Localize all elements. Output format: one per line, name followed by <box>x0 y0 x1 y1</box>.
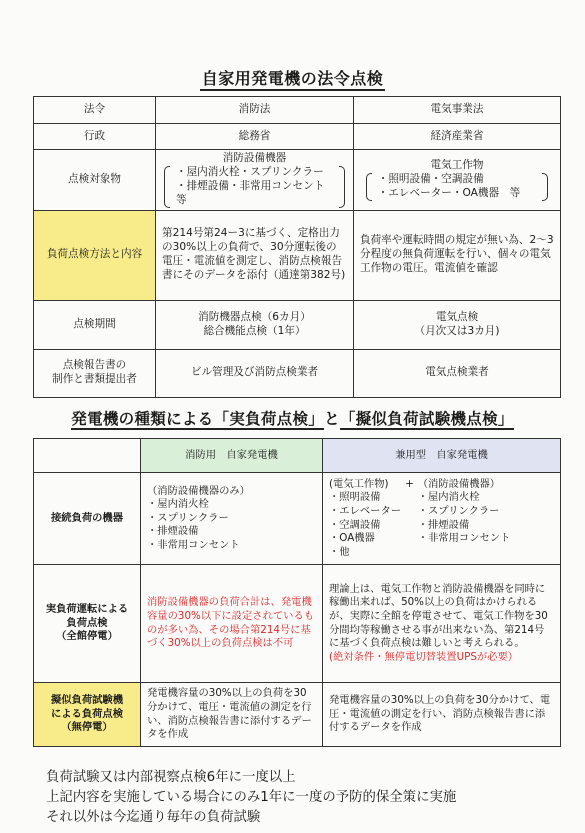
cell-period-electric <box>354 300 561 349</box>
list-line: ・排煙設備 <box>147 525 199 538</box>
category-title: 電気工作物 <box>430 158 484 171</box>
label-line: 実負荷運転による <box>45 603 129 616</box>
ups-requirement-note: (絶対条件・無停電切替装置UPSが必要） <box>329 650 519 663</box>
period-line: （月次又は3カ月) <box>414 324 500 337</box>
list-line: ・屋内消火栓・スプリンクラー <box>176 165 324 178</box>
header-shared-generator: 兼用型 自家発電機 <box>323 439 561 473</box>
fire-equipment-list: （消防設備機器） ・屋内消火栓 ・スプリンクラー ・排煙設備 ・非常用コンセント <box>417 477 511 545</box>
cell-period-fire <box>156 300 354 349</box>
table-row-header <box>34 439 561 473</box>
cell-method-fire: 第214号第24ー3に基づく、定格出力の30%以上の負荷で、30分運転後の電圧・電流値を測定し、消防点検報告書にそのデータを添付（通達第382号) <box>156 210 354 300</box>
label-line: （全館停電） <box>56 630 118 643</box>
row-label-report <box>34 349 156 397</box>
table-row-pseudo <box>34 683 561 747</box>
footer-line: それ以外は今迄通り毎年の負荷試験 <box>46 810 261 825</box>
label-line: 負荷点検 <box>66 616 108 629</box>
title-part: 「擬似負荷試験機点検」 <box>339 410 514 428</box>
footer-line: 負荷試験又は内部視察点検6年に一度以上 <box>46 770 296 785</box>
footer-line: 上記内容を実施している場合にのみ1年に一度の予防的保全策に実施 <box>46 790 457 805</box>
row-label-target: 点検対象物 <box>34 150 156 211</box>
table-row-actual <box>34 565 561 683</box>
period-line: 消防機器点検（6カ月） <box>198 310 311 323</box>
label-line: による負荷点検 <box>50 707 124 720</box>
electric-equipment-list: (電気工作物) ・照明設備 ・エレベーター ・空調設備 ・OA機器 ・他 <box>329 477 402 558</box>
section-title <box>0 407 585 429</box>
title-part: 「実負荷点検」 <box>213 410 325 428</box>
page-title: 自家用発電機の法令点検 <box>0 66 585 89</box>
cell-pseudo-shared: 発電機容量の30%以上の負荷を30分かけて、電圧・電流値の測定を行い、消防点検報告書に添付するデータを作成 <box>323 683 561 747</box>
list-line: ・エレベーター・OA機器 等 <box>377 186 521 199</box>
header-fire-generator: 消防用 自家発電機 <box>141 439 323 473</box>
cell-gov-1: 総務省 <box>156 124 354 150</box>
title-part: 発電機の種類による <box>71 410 214 428</box>
cell-report-fire: ビル管理及び消防点検業者 <box>156 349 354 397</box>
bracket-list <box>162 166 347 208</box>
title-part: と <box>324 410 340 428</box>
header-empty <box>34 439 141 473</box>
row-label-pseudo <box>34 683 141 747</box>
period-line: 総合機能点検（1年） <box>203 324 306 337</box>
category-title: 消防設備機器 <box>222 152 287 164</box>
row-label-period: 点検期間 <box>34 300 156 349</box>
footer-notes <box>46 768 456 828</box>
list-line: ・屋内消火栓 <box>147 498 209 511</box>
cell-actual-fire: 消防設備機器の負荷合計は、発電機容量の30%以下に設定されているものが多い為、その場合第214号に基づく30%以上の負荷点検は不可 <box>141 565 323 683</box>
period-line: 電気点検 <box>435 310 479 323</box>
cell-target-fire <box>156 150 354 211</box>
table-row-method <box>34 210 561 300</box>
actual-shared-text: 理論上は、電気工作物と消防設備機器を同時に稼働出来れば、50%以上の負荷はかけられるが、実際に全館を停電させて、電気工作物を30分間均等稼働させる事が出来ない為、第214号に基づく負荷点検は難しいと考えられる。 <box>329 582 548 650</box>
cell-pseudo-fire: 発電機容量の30%以上の負荷を30分かけて、電圧・電流値の測定を行い、消防点検報告書に添付するデータを作成 <box>141 683 323 747</box>
bracket-list <box>364 173 551 201</box>
legal-inspection-table <box>33 96 561 398</box>
cell-electric-law: 電気事業法 <box>354 97 561 124</box>
row-label-actual <box>34 565 141 683</box>
cell-gov-2: 経済産業省 <box>354 124 561 150</box>
row-label-method: 負荷点検方法と内容 <box>34 210 156 300</box>
table-row-period <box>34 300 561 349</box>
label-line: 制作と書類提出者 <box>52 373 137 386</box>
table-row-gov <box>34 124 561 150</box>
label-line: （無停電） <box>61 721 113 734</box>
label-line: 点検報告書の <box>62 359 127 372</box>
cell-target-electric <box>354 150 561 211</box>
label-line: 擬似負荷試験機 <box>50 694 124 707</box>
row-label-law: 法令 <box>34 97 156 124</box>
plus-sign: + <box>405 477 414 490</box>
list-line: ・排煙設備・非常用コンセント 等 <box>176 179 335 206</box>
row-label-connected: 接続負荷の機器 <box>34 473 141 565</box>
list-line: ・スプリンクラー <box>147 511 229 524</box>
table-row-connected <box>34 473 561 565</box>
cell-connected-shared <box>323 473 561 565</box>
table-row-law <box>34 97 561 124</box>
table-row-target <box>34 150 561 211</box>
list-line: ・照明設備・空調設備 <box>377 172 484 185</box>
cell-connected-fire <box>141 473 323 565</box>
cell-actual-shared <box>323 565 561 683</box>
connected-shared-lists <box>329 478 554 559</box>
row-label-gov: 行政 <box>34 124 156 150</box>
table-row-report <box>34 349 561 397</box>
cell-method-electric: 負荷率や運転時間の規定が無い為、2～3分程度の無負荷運転を行い、個々の電気工作物の電圧。電流値を確認 <box>354 210 561 300</box>
cell-fire-law: 消防法 <box>156 97 354 124</box>
list-line: （消防設備機器のみ） <box>147 484 250 497</box>
generator-type-table <box>33 438 561 747</box>
list-line: ・非常用コンセント <box>147 538 240 551</box>
cell-report-electric: 電気点検業者 <box>354 349 561 397</box>
